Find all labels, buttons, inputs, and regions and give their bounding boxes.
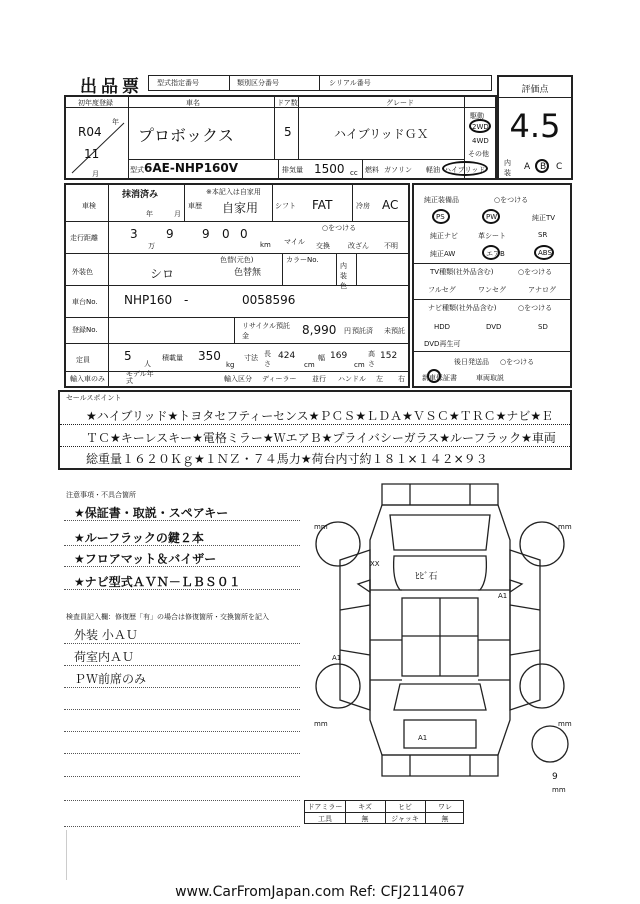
drive-other: その他 [468,150,489,158]
docs-note: ○をつける [500,358,535,366]
navi-dvd-play: DVD再生可 [424,340,461,348]
ac-value: AC [382,198,399,212]
handle-left: 左 [376,375,383,383]
equip-sr: SR [538,231,548,239]
ac-label: 冷房 [356,202,370,210]
meter-opt-exchange: 交換 [316,242,330,250]
year-slash [70,117,126,175]
load-label: 積載量 [162,354,183,362]
docs-warranty-circle [427,369,441,383]
tire-depth-rl-unit: mm [314,720,328,728]
tools-table [304,800,464,824]
length-label: 長さ [264,350,271,368]
grade-label: グレード [386,99,414,107]
equip-pw: PW [486,213,498,221]
width-unit: cm [354,361,365,369]
spare-tire-depth: 9 [552,772,558,782]
navi-type-label: ナビ種類(社外品含む) [428,304,497,312]
car-damage-diagram [310,480,570,780]
inspector-line-2: 荷室内ＡＵ [74,650,135,664]
note-line-1: ★保証書・取説・スペアキー [74,506,229,520]
history-note: ※本記入は自家用 [206,188,261,196]
recycle-not-deposited: 未預託 [384,327,405,335]
tv-fullseg: フルセグ [428,286,456,294]
drive-2wd: 2WD [472,123,489,131]
car-name-value: プロボックス [138,126,234,145]
color-change-value: 色替無 [234,268,262,278]
std-equipment-note: ○をつける [494,196,529,204]
chassis-number: 0058596 [242,293,296,307]
name-label: 車名 [186,99,200,107]
import-label: 輸入車のみ [70,375,105,383]
drive-label: 駆動 [470,112,484,120]
navi-type-note: ○をつける [518,304,553,312]
tools-header-scratch: キズ [358,803,372,811]
shaken-value: 抹消済み [122,190,159,200]
chassis-dash: - [184,293,189,307]
mark-a1-left: A1 [332,654,342,662]
shaken-label: 車検 [82,202,96,210]
shift-label: シフト [275,202,296,210]
category-number-label: 類別区分番号 [237,79,279,87]
navi-hdd: HDD [434,323,451,331]
sales-point-line-2: ＴＣ★キーレスキー★電格ミラー★ＷエアＢ★プライバシーガラス★ルーフラック★車両 [86,431,556,445]
note-line-4: ★ナビ型式ＡＶＮ－ＬＢＳ０１ [74,575,241,589]
year-value: R04 [78,125,102,139]
shift-value: FAT [312,198,333,212]
std-equipment-label: 純正装備品 [424,196,459,204]
sales-point-line-3: 総重量１６２０Ｋｇ★１ＮＺ・７４馬力★荷台内寸約１８１×１４２×９３ [86,452,488,466]
tire-depth-fl-unit: mm [314,523,328,531]
color-value: シロ [150,267,175,281]
sheet-title: 出品票 [80,77,143,97]
mileage-digit-5: 0 [240,227,248,241]
displacement-label: 排気量 [282,166,303,174]
interior-color-label: 内装色 [340,262,347,290]
equip-ps-circle [432,209,450,224]
chassis-label: 車台No. [72,298,98,306]
tools-header-mirror: ドアミラー [307,803,343,811]
tools-tools: 工具 [318,815,332,823]
dealer-label: ディーラー [262,375,297,383]
inspector-line-1: 外装 小ＡＵ [74,628,138,642]
serial-number-label: シリアル番号 [329,79,371,87]
mileage-digit-2: 9 [166,227,174,241]
tools-tools-value: 無 [361,815,369,823]
interior-grade-label: 内装 [504,159,511,177]
shaken-month-unit: 月 [174,210,181,218]
mileage-unit-km: km [260,241,271,249]
vehicle-basic-box [64,95,497,180]
inspector-line-3: ＰＷ前席のみ [74,672,147,686]
first-reg-label: 初年度登録 [78,99,113,107]
tv-oneseg: ワンセグ [478,286,506,294]
color-label: 外装色 [72,268,93,276]
displacement-value: 1500 [314,162,345,176]
length-value: 424 [278,351,296,361]
mark-a1-right: A1 [498,592,508,600]
height-label: 高さ [368,350,375,368]
meter-opt-tampered: 改ざん [348,242,369,250]
fuel-diesel: 軽油 [426,166,440,174]
height-value: 152 [380,351,398,361]
spare-tire-unit: mm [552,786,566,794]
tire-depth-fr-unit: mm [558,523,572,531]
handle-right: 右 [398,375,405,383]
mileage-digit-4: 0 [222,227,230,241]
model-label: 型式 [130,166,144,174]
navi-sd: SD [538,323,548,331]
fuel-hybrid: ハイブリッド [444,166,486,174]
history-value: 自家用 [222,201,259,215]
reg-no-label: 登録No. [72,326,98,334]
recycle-unit: 円 [344,327,351,335]
equipment-box [412,183,572,388]
recycle-label: リサイクル預託金 [242,322,291,340]
footer-watermark: www.CarFromJapan.com Ref: CFJ2114067 [175,884,465,900]
length-unit: cm [304,361,315,369]
month-unit: 月 [92,170,99,178]
tools-jack-value: 無 [441,815,449,823]
capacity-value: 5 [124,349,132,363]
score-value: 4.5 [509,107,561,145]
interior-grade-a: A [524,162,531,172]
shaken-year-unit: 年 [146,210,153,218]
docs-manual: 車両取説 [476,374,504,382]
equip-ps: PS [436,213,445,221]
displacement-unit: cc [350,169,358,177]
load-value: 350 [198,349,221,363]
fuel-label: 燃料 [365,166,379,174]
tv-type-label: TV種類(社外品含む) [430,268,494,276]
sales-points-box [58,390,572,470]
tools-jack: ジャッキ [391,815,419,823]
parallel-label: 並行 [312,375,326,383]
doors-label: ドア数 [277,99,298,107]
grade-value: ハイブリッドＧＸ [334,127,429,141]
handle-label: ハンドル [338,375,366,383]
equip-airbag: エアB [486,250,505,258]
note-line-2: ★ルーフラックの鍵２本 [74,531,204,545]
model-year-label: モデル年式 [126,370,154,385]
mile-label: マイル [284,238,305,246]
color-change-label: 色替(元色) [220,256,254,264]
equip-airbag-circle [482,245,500,260]
note-line-3: ★フロアマット＆バイザー [74,552,217,566]
fuel-gasoline: ガソリン [384,166,412,174]
mark-xx: XX [370,560,380,568]
tv-type-note: ○をつける [518,268,553,276]
equip-tv: 純正TV [532,214,556,222]
inspector-label: 検査員記入欄：修復歴「有」の場合は修復箇所・交換箇所を記入 [66,613,269,621]
month-value: 11 [84,147,100,161]
interior-grade-b-circle [535,159,549,173]
inspection-grid [64,183,410,388]
tire-depth-rr-unit: mm [558,720,572,728]
model-value: 6AE-NHP160V [144,161,239,175]
fuel-hybrid-circle [442,161,488,176]
mileage-unit-man: 万 [148,242,155,250]
equip-abs-circle [534,245,554,260]
capacity-unit: 人 [144,360,151,368]
doors-value: 5 [284,125,292,139]
tools-header-crack: ヒビ [398,803,412,811]
mileage-label: 走行距離 [70,234,98,242]
equip-abs: ABS [538,249,552,257]
model-designation-label: 型式指定番号 [157,79,199,87]
drive-2wd-circle [469,119,491,133]
meter-note: ○をつける [322,224,357,232]
mileage-digit-3: 9 [202,227,210,241]
hood-damage-mark: ﾋﾋﾞ石 [415,572,438,582]
equip-navi: 純正ナビ [430,232,458,240]
notes-label: 注意事項・不具合箇所 [66,491,136,499]
sales-point-line-1: ★ハイブリッド★トヨタセフティーセンス★ＰＣＳ★ＬＤＡ★ＶＳＣ★ＴＲＣ★ナビ★Ｅ [86,409,554,423]
recycle-value: 8,990 [302,323,337,337]
import-div-label: 輸入区分 [224,375,252,383]
mileage-digit-1: 3 [130,227,138,241]
interior-grade-c: C [556,162,563,172]
sales-points-label: セールスポイント [66,394,122,402]
navi-dvd: DVD [486,323,502,331]
header-fields [148,75,492,91]
equip-pw-circle [482,209,500,224]
history-label: 車歴 [188,202,202,210]
score-label: 評価点 [521,85,549,95]
dims-label: 寸法 [244,354,258,362]
width-label: 幅 [318,354,325,362]
color-no-label: カラーNo. [286,256,319,264]
recycle-deposited: 預託済 [352,327,373,335]
tools-header-break: ワレ [438,803,452,811]
tv-analog: アナログ [528,286,556,294]
docs-warranty: 新車保証書 [422,374,457,382]
equip-leather: 革シート [478,232,506,240]
mark-a1-rear: A1 [418,734,428,742]
chassis-model: NHP160 [124,293,173,307]
equip-aw: 純正AW [430,250,456,258]
drive-4wd: 4WD [472,137,489,145]
load-unit: kg [226,361,235,369]
docs-label: 後日発送品 [454,358,489,366]
meter-opt-unknown: 不明 [384,242,398,250]
capacity-label: 定員 [76,356,90,364]
width-value: 169 [330,351,348,361]
year-unit: 年 [112,118,119,126]
interior-grade-b: B [540,162,547,172]
